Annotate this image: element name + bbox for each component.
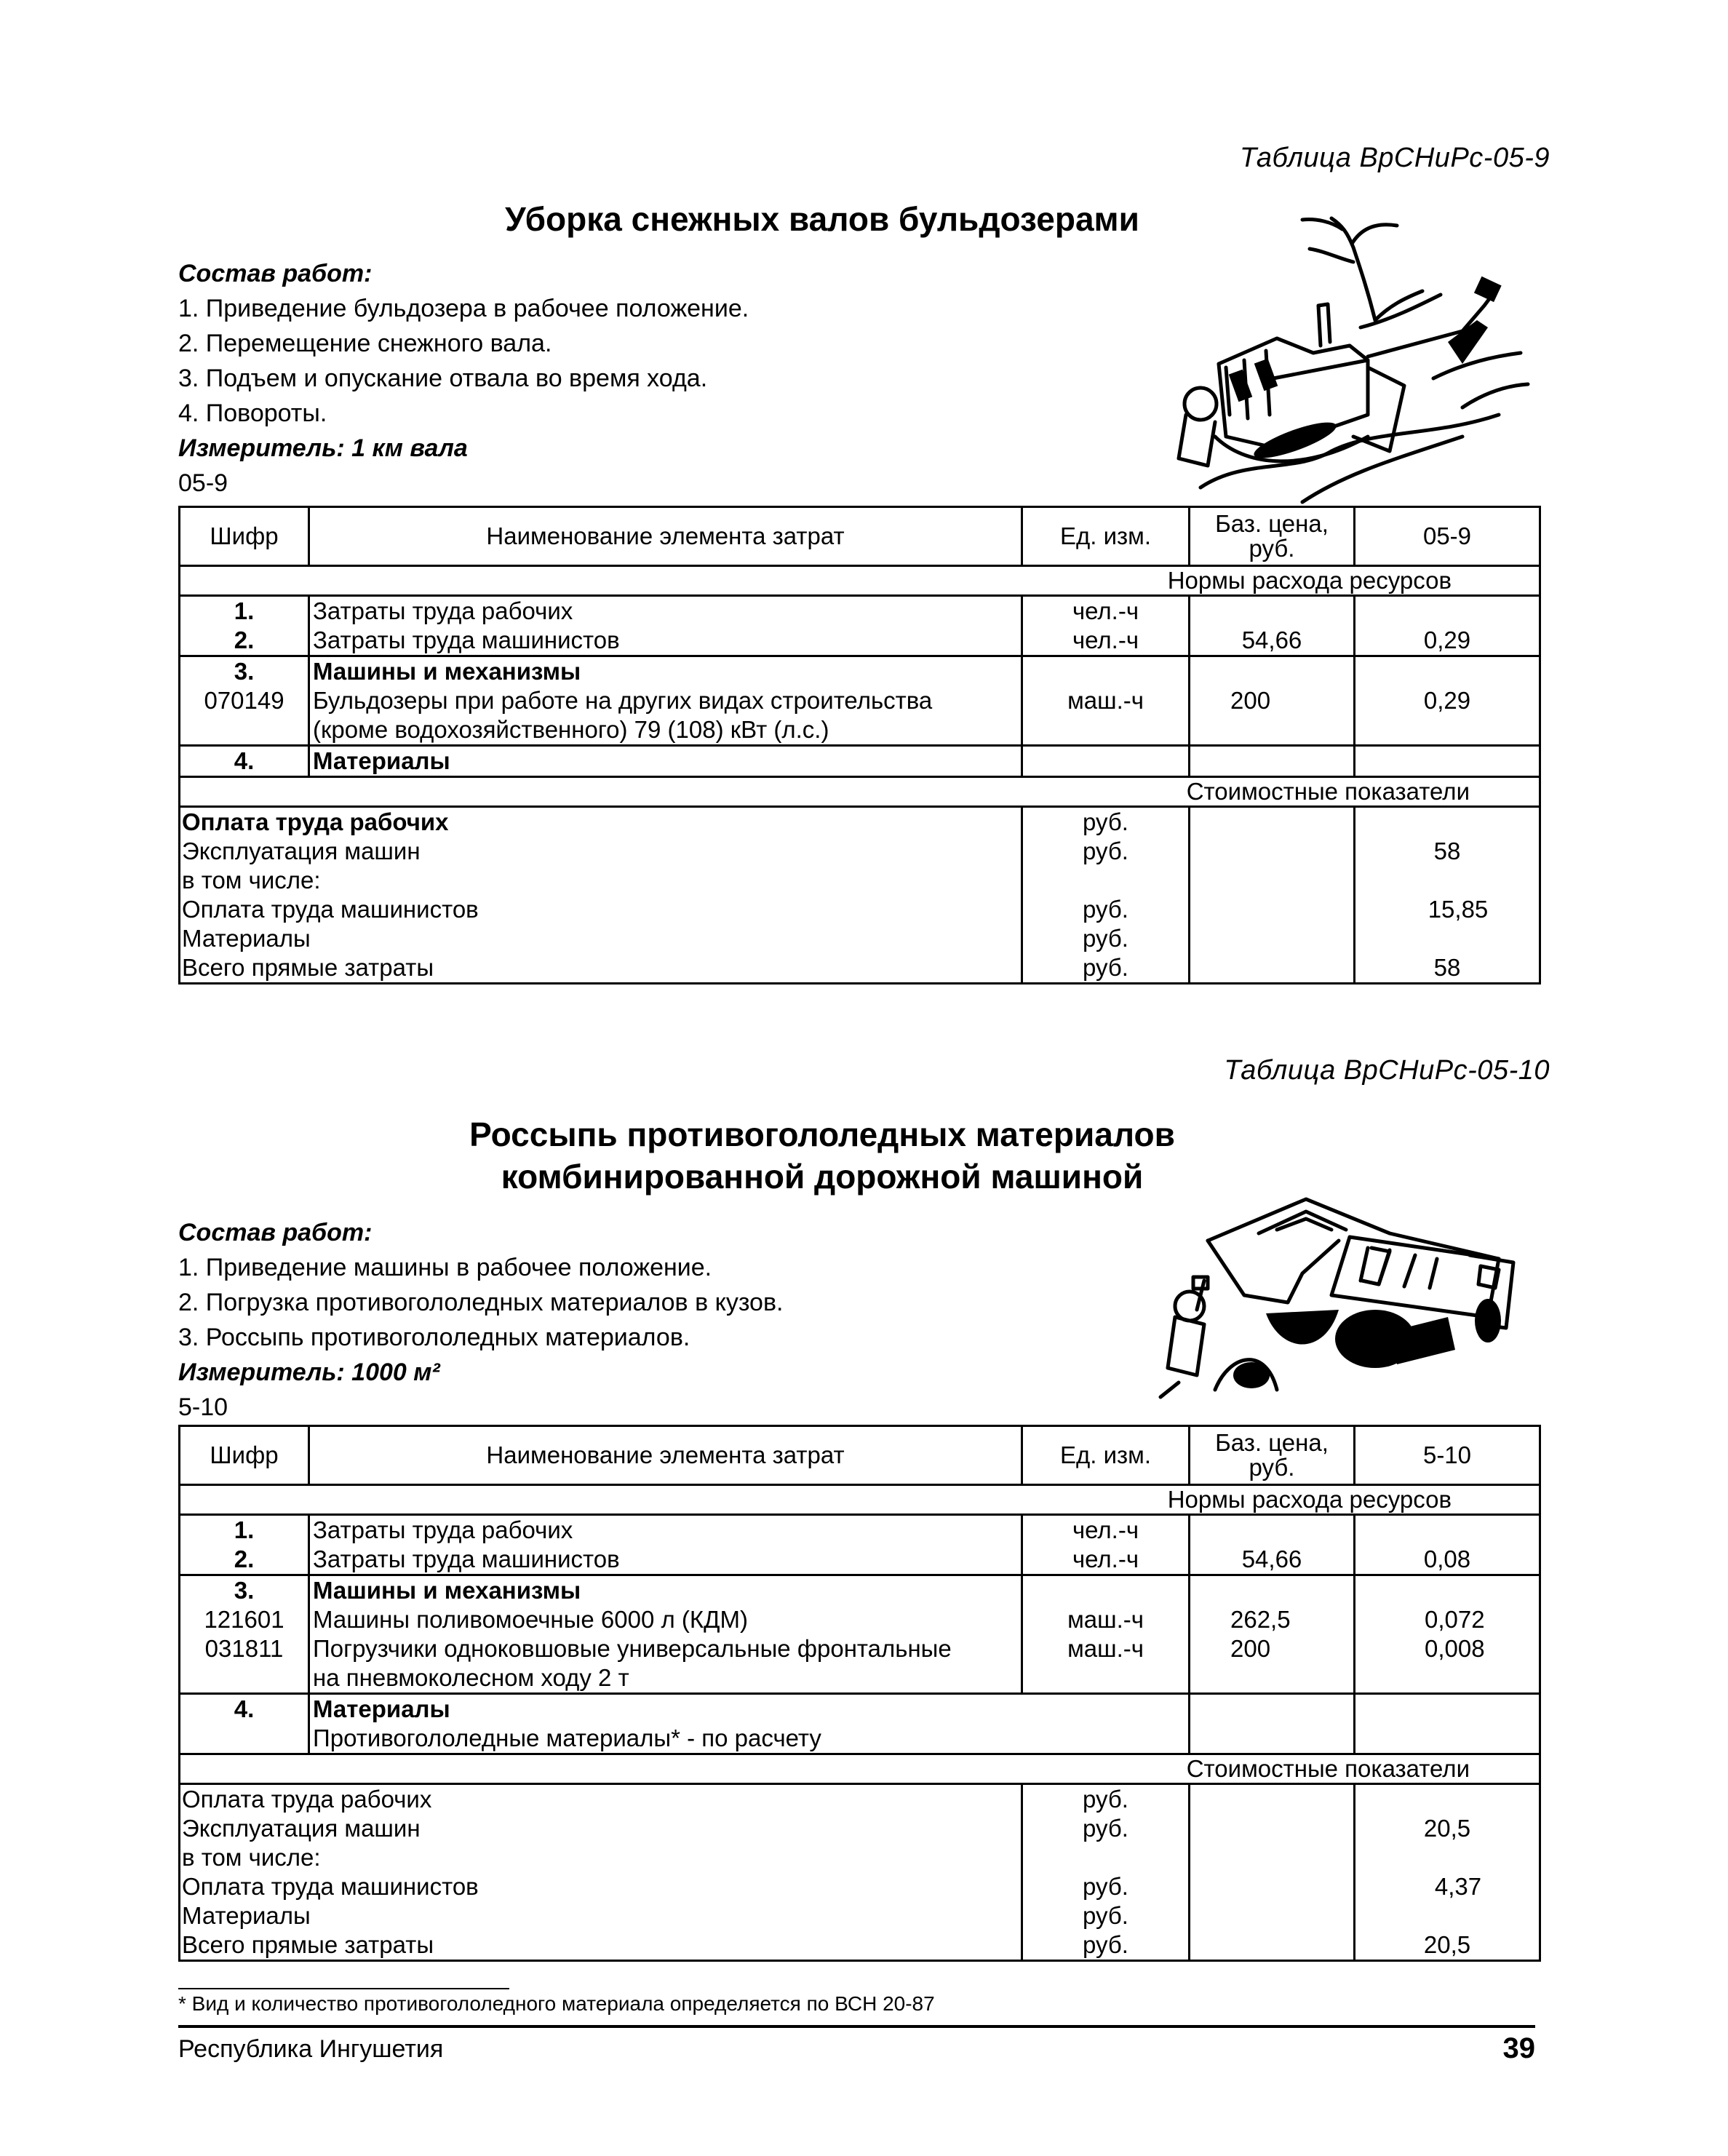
table-reference: Таблица ВрСНиРс-05-10 [1224, 1055, 1550, 1086]
code-text: 3. [234, 1577, 255, 1604]
cost-unit: руб. [1083, 925, 1128, 952]
cost-label: Оплата труда машинистов [182, 1873, 479, 1900]
price-text: 200 [1230, 687, 1271, 714]
row-value [1355, 746, 1540, 777]
cost-row [180, 807, 1540, 984]
row-name [309, 656, 1022, 746]
title-line: Уборка снежных валов бульдозерами [505, 200, 1139, 238]
road-machine-illustration [1157, 1193, 1535, 1412]
row-unit [1022, 746, 1190, 777]
row-value [1355, 596, 1540, 656]
cost-value: 58 [1433, 838, 1461, 864]
row-value [1355, 1515, 1540, 1575]
cost-label: Оплата труда рабочих [182, 808, 449, 835]
unit-text: маш.-ч [1067, 1635, 1144, 1662]
footnote: * Вид и количество противогололедного материала определяется по ВСН 20-87 [178, 1992, 935, 2015]
cost-values [1355, 1784, 1540, 1961]
step-item: 3. Россыпь противогололедных материалов. [178, 1324, 690, 1351]
cost-value: 15,85 [1428, 896, 1489, 923]
price-text: 262,5 [1230, 1606, 1291, 1633]
row-name [309, 596, 1022, 656]
name-text: Затраты труда рабочих [313, 1516, 573, 1543]
cost-band: Стоимостные показатели [180, 777, 1540, 807]
cost-value: 20,5 [1423, 1931, 1471, 1958]
bulldozer-illustration [1157, 196, 1564, 509]
cost-label: Материалы [182, 1902, 311, 1929]
row-name: Материалы [309, 746, 1022, 777]
cost-unit: руб. [1083, 954, 1128, 981]
row-code [180, 596, 309, 656]
unit-text: маш.-ч [1067, 1606, 1144, 1633]
cost-values [1355, 807, 1540, 984]
value-text: 0,29 [1423, 626, 1471, 653]
code-text: 070149 [204, 687, 284, 714]
code-text: 121601 [204, 1606, 284, 1633]
table-reference: Таблица ВрСНиРс-05-9 [1239, 143, 1550, 173]
cost-label: в том числе: [182, 867, 321, 894]
cost-unit: руб. [1083, 1873, 1128, 1900]
code-text: 2. [234, 626, 255, 653]
header-name: Наименование элемента затрат [309, 507, 1022, 566]
header-code: Шифр [180, 1426, 309, 1485]
header-unit: Ед. изм. [1022, 507, 1190, 566]
title-line: комбинированной дорожной машиной [501, 1158, 1144, 1196]
row-unit [1022, 1575, 1190, 1694]
cost-label: Эксплуатация машин [182, 1815, 421, 1842]
step-item: 4. Повороты. [178, 399, 327, 427]
table-row [180, 596, 1540, 656]
table-row [180, 746, 1540, 777]
row-price [1190, 1694, 1355, 1754]
name-text: Противогололедные материалы* - по расчету [313, 1725, 821, 1751]
table-row [180, 1515, 1540, 1575]
meter-label: Измеритель: 1 км вала [178, 434, 468, 462]
cost-price-col [1190, 807, 1355, 984]
cost-label: Эксплуатация машин [182, 838, 421, 864]
name-text: Затраты труда машинистов [313, 1546, 620, 1572]
section-title [393, 198, 1251, 240]
section-title [320, 1113, 1324, 1198]
cost-band-row [180, 1754, 1540, 1784]
title-line: Россыпь противогололедных материалов [469, 1115, 1175, 1153]
unit-text: чел.-ч [1072, 1516, 1139, 1543]
work-composition [178, 1215, 783, 1425]
cost-value: 58 [1433, 954, 1461, 981]
cost-label: Материалы [182, 925, 311, 952]
cost-units [1022, 807, 1190, 984]
cost-label: в том числе: [182, 1844, 321, 1871]
code-text: 2. [234, 1546, 255, 1572]
row-price [1190, 1575, 1355, 1694]
row-unit [1022, 1515, 1190, 1575]
cost-price-col [1190, 1784, 1355, 1961]
value-text: 0,08 [1423, 1546, 1471, 1572]
price-text: 54,66 [1241, 626, 1302, 653]
norms-table [178, 1425, 1541, 1962]
meter-label: Измеритель: 1000 м² [178, 1359, 440, 1386]
cost-unit: руб. [1083, 1786, 1128, 1813]
cost-units [1022, 1784, 1190, 1961]
work-composition [178, 256, 749, 501]
cost-labels [180, 807, 1022, 984]
cost-label: Оплата труда рабочих [182, 1786, 432, 1813]
step-item: 1. Приведение бульдозера в рабочее положение. [178, 295, 749, 322]
table-row [180, 656, 1540, 746]
footer-region: Республика Ингушетия [178, 2035, 444, 2063]
code-text: 3. [234, 658, 255, 685]
cost-unit: руб. [1083, 808, 1128, 835]
step-item: 2. Погрузка противогололедных материалов в кузов. [178, 1289, 784, 1316]
unit-text: чел.-ч [1072, 597, 1139, 624]
cost-label: Оплата труда машинистов [182, 896, 479, 923]
unit-text: маш.-ч [1067, 687, 1144, 714]
norms-table [178, 506, 1541, 984]
row-name [309, 1515, 1022, 1575]
row-price [1190, 596, 1355, 656]
unit-text: чел.-ч [1072, 1546, 1139, 1572]
row-code [180, 656, 309, 746]
value-text [1358, 597, 1536, 626]
name-text: Погрузчики одноковшовые универсальные фронтальные [313, 1635, 952, 1662]
norms-band-row [180, 566, 1540, 596]
row-value [1355, 1575, 1540, 1694]
cost-label: Всего прямые затраты [182, 954, 434, 981]
name-text: Затраты труда рабочих [313, 597, 573, 624]
header-unit: Ед. изм. [1022, 1426, 1190, 1485]
row-price [1190, 656, 1355, 746]
row-value [1355, 656, 1540, 746]
header-price: Баз. цена, руб. [1190, 507, 1355, 566]
table-row [180, 1694, 1540, 1754]
row-name [309, 1575, 1022, 1694]
table-header-row [180, 507, 1540, 566]
step-item: 3. Подъем и опускание отвала во время хода. [178, 365, 708, 392]
unit-text: чел.-ч [1072, 626, 1139, 653]
norms-band-row [180, 1485, 1540, 1515]
row-code: 4. [180, 1694, 309, 1754]
price-text [1193, 597, 1350, 626]
section-code: 5-10 [178, 1393, 228, 1421]
table-row [180, 1575, 1540, 1694]
name-text: на пневмоколесном ходу 2 т [313, 1664, 629, 1691]
norms-band: Нормы расхода ресурсов [180, 566, 1540, 596]
cost-band-row [180, 777, 1540, 807]
cost-value: 4,37 [1434, 1873, 1482, 1900]
value-text: 0,29 [1423, 687, 1471, 714]
row-code: 4. [180, 746, 309, 777]
cost-label: Всего прямые затраты [182, 1931, 434, 1958]
code-text: 031811 [204, 1635, 284, 1662]
composition-label: Состав работ: [178, 260, 373, 287]
name-text: Машины и механизмы [313, 1577, 581, 1604]
value-text: 0,072 [1425, 1606, 1485, 1633]
cost-value: 20,5 [1423, 1815, 1471, 1842]
cost-band: Стоимостные показатели [180, 1754, 1540, 1784]
header-value: 05-9 [1355, 507, 1540, 566]
cost-unit: руб. [1083, 1815, 1128, 1842]
footer-divider [178, 2025, 1535, 2028]
header-code: Шифр [180, 507, 309, 566]
name-text: Затраты труда машинистов [313, 626, 620, 653]
name-text: Машины поливомоечные 6000 л (КДМ) [313, 1606, 748, 1633]
row-price [1190, 1515, 1355, 1575]
cost-row [180, 1784, 1540, 1961]
value-text: 0,008 [1425, 1635, 1485, 1662]
section-code: 05-9 [178, 469, 228, 497]
row-code [180, 1515, 309, 1575]
name-text: Машины и механизмы [313, 658, 581, 685]
cost-unit: руб. [1083, 1902, 1128, 1929]
code-text: 1. [234, 1516, 255, 1543]
price-text: 200 [1230, 1635, 1271, 1662]
norms-band: Нормы расхода ресурсов [180, 1485, 1540, 1515]
header-price: Баз. цена, руб. [1190, 1426, 1355, 1485]
cost-unit: руб. [1083, 838, 1128, 864]
step-item: 2. Перемещение снежного вала. [178, 330, 552, 357]
row-name [309, 1694, 1190, 1754]
name-text: (кроме водохозяйственного) 79 (108) кВт (л.с.) [313, 716, 829, 743]
price-text: 54,66 [1241, 1546, 1302, 1572]
name-text: Бульдозеры при работе на других видах строительства [313, 687, 933, 714]
cost-unit: руб. [1083, 1931, 1128, 1958]
code-text: 1. [234, 597, 255, 624]
row-price [1190, 746, 1355, 777]
cost-unit: руб. [1083, 896, 1128, 923]
header-value: 5-10 [1355, 1426, 1540, 1485]
row-unit [1022, 656, 1190, 746]
row-unit [1022, 596, 1190, 656]
row-value [1355, 1694, 1540, 1754]
cost-labels [180, 1784, 1022, 1961]
step-item: 1. Приведение машины в рабочее положение. [178, 1254, 712, 1281]
table-header-row [180, 1426, 1540, 1485]
name-text: Материалы [313, 1695, 450, 1722]
row-code [180, 1575, 309, 1694]
composition-label: Состав работ: [178, 1219, 373, 1246]
footnote-divider [178, 1988, 509, 1989]
page-number: 39 [1502, 2032, 1535, 2064]
header-name: Наименование элемента затрат [309, 1426, 1022, 1485]
